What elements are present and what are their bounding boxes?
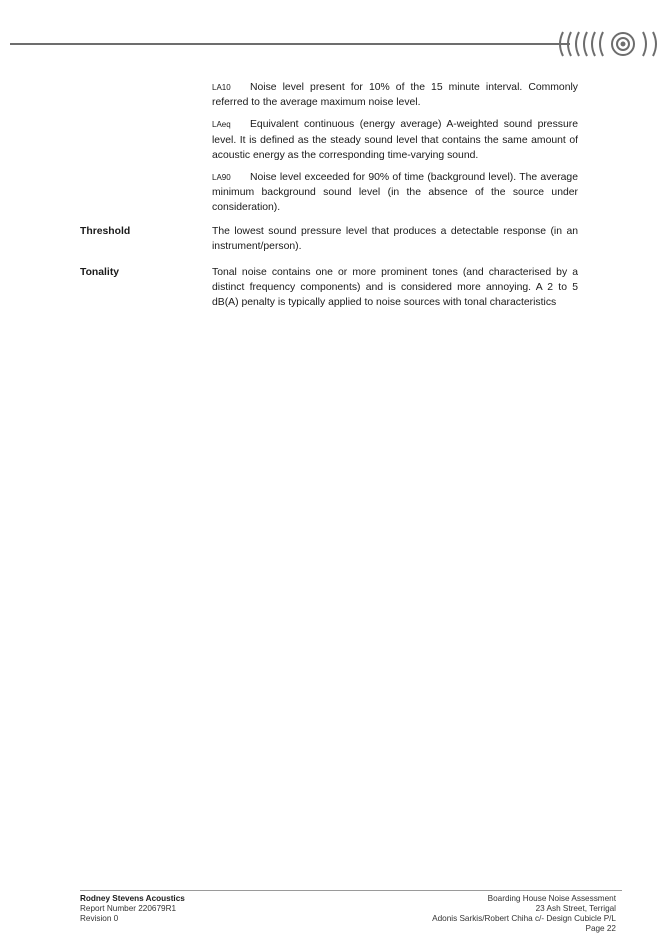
footer-revision: Revision 0 [80,914,119,923]
definition-la10 [212,80,578,110]
footer-report-number: Report Number 220679R1 [80,904,177,913]
footer-project: Boarding House Noise Assessment [487,894,616,903]
definition-la90 [212,170,578,216]
definition-text: Equivalent continuous (energy average) A-weighted sound pressure level. It is defined as the steady sound level that contains the same amount of acoustic energy as the corresponding time-varying sound. [212,119,578,161]
term-definition: Tonal noise contains one or more prominent tones (and characterised by a distinct frequency components) and is considered more annoying. A 2 to 5 dB(A) penalty is typically applied to noise sources with tonal characteristics [212,267,578,309]
footer-right [432,894,616,934]
header-rule [10,43,570,45]
footer-rule [80,890,622,891]
noise-level-definitions [212,80,578,223]
term-label: Threshold [80,226,131,237]
definition-symbol: LAeq [212,120,231,130]
footer-address: 23 Ash Street, Terrigal [535,904,616,913]
definition-symbol: LA90 [212,173,231,183]
definition-symbol: LA10 [212,83,231,92]
definition-text: Noise level exceeded for 90% of time (background level). The average minimum background sound level (in the absence of the source under consideration). [212,172,578,214]
sound-wave-logo-icon [557,28,665,60]
footer-page-number: Page 22 [585,924,616,933]
term-definition: The lowest sound pressure level that produces a detectable response (in an instrument/person). [212,226,578,253]
footer-company: Rodney Stevens Acoustics [80,894,185,903]
definition-laeq [212,117,578,163]
footer-client: Adonis Sarkis/Robert Chiha c/- Design Cubicle P/L [432,914,616,923]
term-label: Tonality [80,267,120,278]
footer-left [80,894,185,924]
definition-text: Noise level present for 10% of the 15 minute interval. Commonly referred to the average maximum noise level. [212,82,578,109]
